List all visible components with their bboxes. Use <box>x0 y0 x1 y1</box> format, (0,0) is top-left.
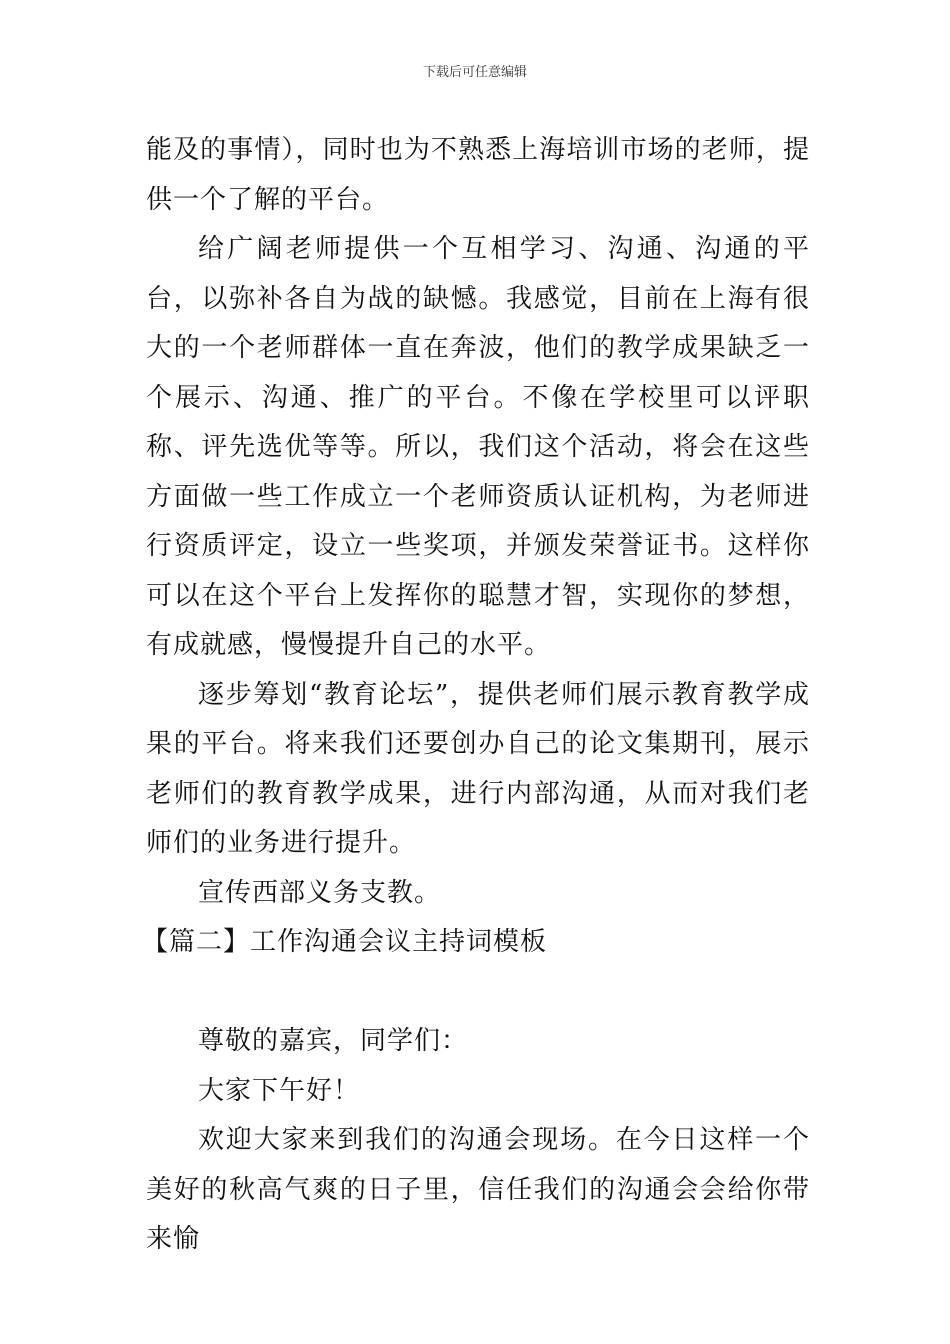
paragraph: 给广阔老师提供一个互相学习、沟通、沟通的平台，以弥补各自为战的缺憾。我感觉，目前在上海有很大的一个老师群体一直在奔波，他们的教学成果缺乏一个展示、沟通、推广的平台。不像在学校里可以评职称、评先选优等等。所以，我们这个活动，将会在这些方面做一些工作成立一个老师资质认证机构，为老师进行资质评定，设立一些奖项，并颁发荣誉证书。这样你可以在这个平台上发挥你的聪慧才智，实现你的梦想，有成就感，慢慢提升自己的水平。 <box>146 234 810 660</box>
blank-line <box>146 968 810 1018</box>
paragraph: 尊敬的嘉宾，同学们： <box>198 1026 469 1056</box>
paragraph: 能及的事情），同时也为不熟悉上海培训市场的老师，提供一个了解的平台。 <box>146 135 810 215</box>
paragraph: 宣传西部义务支教。 <box>198 877 442 908</box>
page-header: 下载后可任意编辑 <box>422 65 527 80</box>
paragraph: 逐步筹划“教育论坛”，提供老师们展示教育教学成果的平台。将来我们还要创办自己的论文集期刊，展示老师们的教育教学成果，进行内部沟通，从而对我们老师们的业务进行提升。 <box>146 679 810 858</box>
section-heading: 【篇二】工作沟通会议主持词模板 <box>142 927 548 957</box>
paragraph: 欢迎大家来到我们的沟通会现场。在今日这样一个美好的秋高气爽的日子里，信任我们的沟通会会给你带来愉 <box>146 1125 810 1254</box>
document-body <box>142 126 810 1265</box>
paragraph: 大家下午好！ <box>198 1075 361 1106</box>
